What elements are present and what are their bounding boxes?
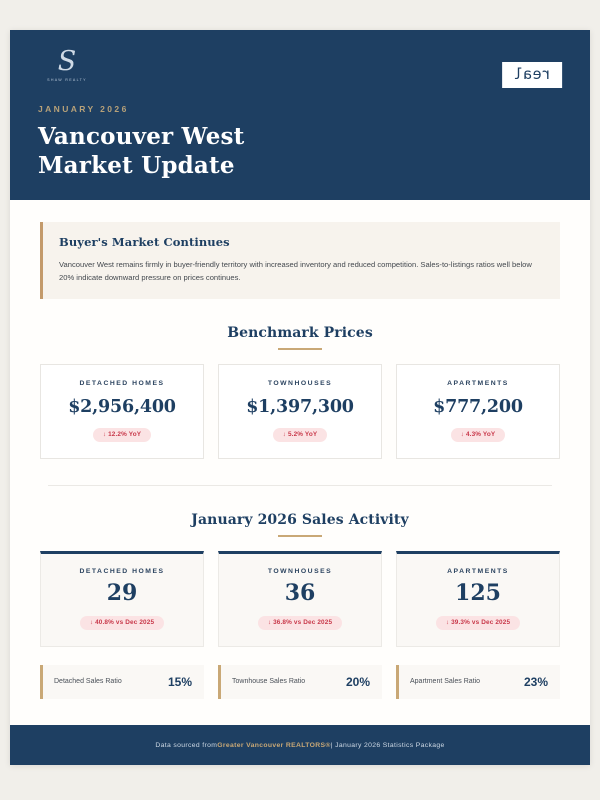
market-summary-callout [40,222,560,299]
ratio-value: 20% [345,674,370,689]
benchmark-card-label: APARTMENTS [447,379,509,387]
ratio-value: 23% [523,674,548,689]
callout-text: Vancouver West remains firmly in buyer-friendly territory with increased inventory and reduced competition. Sales-to-listings ratios well below 20% indicate downward pressure on prices continues. [59,260,532,283]
benchmark-card-grid [40,364,560,459]
sales-card-value: 29 [106,579,138,606]
page-title [38,122,562,181]
shaw-realty-logo [38,48,96,82]
sales-card-label: APARTMENTS [447,567,509,575]
benchmark-card-value: $1,397,300 [246,396,354,417]
footer-suffix: | January 2026 Statistics Package [330,741,445,749]
section-divider [48,485,552,486]
report-period-eyebrow: JANUARY 2026 [38,104,129,114]
benchmark-card-value: $2,956,400 [68,396,176,417]
sales-card-label: TOWNHOUSES [267,567,333,575]
footer-source: Greater Vancouver REALTORS® [217,741,331,749]
sales-ratio-row [40,665,560,699]
sales-card-grid [40,551,560,647]
page-title-line-1: Vancouver West [38,123,245,150]
ratio-label: Detached Sales Ratio [54,678,122,686]
ratio-label: Apartment Sales Ratio [410,678,481,686]
sales-card-value: 36 [284,579,316,606]
section-accent-rule [278,535,322,537]
benchmark-card-apartments [396,364,560,459]
ratio-label: Townhouse Sales Ratio [232,678,306,686]
shaw-monogram-icon: S [57,46,77,77]
benchmark-card-detached [40,364,204,459]
report-header [10,30,590,200]
sales-card-value: 125 [455,579,501,606]
ratio-item-townhouse [218,665,382,699]
benchmark-change-badge: ↓ 4.3% YoY [451,428,506,442]
sales-card-apartments [396,551,560,647]
sales-section-header [40,512,560,537]
benchmark-section-header [40,325,560,350]
benchmark-card-townhouses [218,364,382,459]
ratio-value: 15% [167,674,192,689]
report-page [10,30,590,765]
footer-prefix: Data sourced from [155,741,218,749]
sales-change-badge: ↓ 39.3% vs Dec 2025 [436,616,520,630]
shaw-realty-wordmark: SHAW REALTY [47,78,87,82]
benchmark-card-value: $777,200 [433,396,523,417]
sales-card-label: DETACHED HOMES [79,567,165,575]
ratio-item-apartment [396,665,560,699]
page-title-line-2: Market Update [38,152,235,180]
sales-section-title: January 2026 Sales Activity [191,511,409,528]
report-body [10,200,590,725]
report-footer [10,725,590,765]
benchmark-card-label: TOWNHOUSES [267,379,333,387]
sales-change-badge: ↓ 36.8% vs Dec 2025 [258,616,342,630]
benchmark-card-label: DETACHED HOMES [79,379,165,387]
benchmark-section-title: Benchmark Prices [227,324,373,341]
sales-change-badge: ↓ 40.8% vs Dec 2025 [80,616,164,630]
sales-card-detached [40,551,204,647]
real-brokerage-logo: real [502,62,562,88]
benchmark-change-badge: ↓ 12.2% YoY [93,428,151,442]
callout-title: Buyer's Market Continues [59,235,230,249]
benchmark-change-badge: ↓ 5.2% YoY [273,428,328,442]
section-accent-rule [278,348,322,350]
sales-card-townhouses [218,551,382,647]
ratio-item-detached [40,665,204,699]
